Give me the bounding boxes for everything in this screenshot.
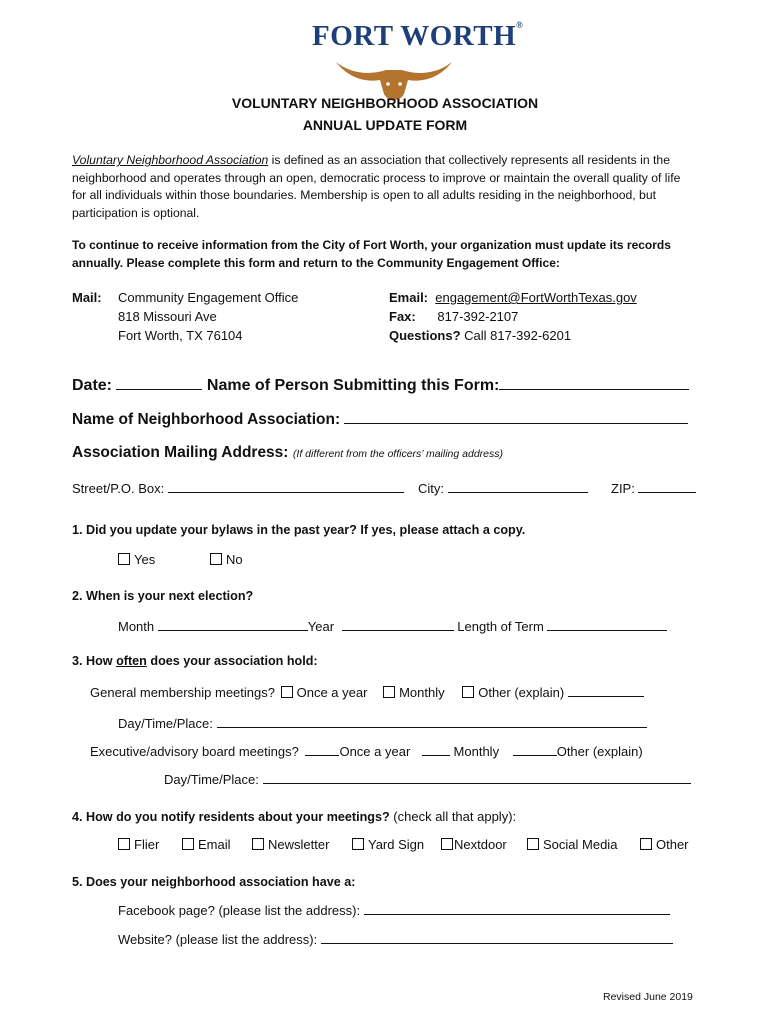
q3-general-row	[90, 684, 644, 700]
city-field[interactable]	[448, 480, 588, 493]
q4-option-newsletter[interactable]	[252, 837, 329, 852]
q3-general-label: General membership meetings?	[90, 685, 275, 700]
city-row	[418, 480, 588, 496]
q3-exec-once-label: Once a year	[339, 744, 411, 759]
q5-facebook-label: Facebook page? (please list the address):	[118, 903, 361, 918]
q4-question: 4. How do you notify residents about your meetings?	[72, 810, 390, 824]
q3-exec-label: Executive/advisory board meetings?	[90, 744, 299, 759]
q1-yes-label: Yes	[134, 552, 156, 567]
q2-year-field[interactable]	[342, 618, 454, 631]
fax-label: Fax:	[389, 309, 416, 324]
questions-value: Call 817-392-6201	[460, 328, 572, 343]
instructions	[72, 237, 722, 272]
q2-year-label: Year	[307, 619, 335, 634]
mail-line-3: Fort Worth, TX 76104	[118, 328, 243, 343]
q3-exec-once-field[interactable]	[305, 743, 339, 756]
zip-field[interactable]	[638, 480, 696, 493]
q5-website-label: Website? (please list the address):	[118, 932, 318, 947]
q3-dtp-label: Day/Time/Place:	[118, 716, 213, 731]
zip-row	[611, 480, 696, 496]
q3-question-pre: 3. How	[72, 654, 117, 668]
q4-option-label: Yard Sign	[368, 837, 425, 852]
definition-term: Voluntary Neighborhood Association	[72, 153, 269, 167]
mailing-address-note: (If different from the officers’ mailing address)	[292, 448, 504, 460]
q1-yes-option[interactable]	[118, 552, 155, 567]
city-label: City:	[418, 481, 444, 496]
q2-fields-row	[118, 618, 667, 634]
q4-note: (check all that apply):	[389, 809, 517, 824]
q3-once-label: Once a year	[296, 685, 368, 700]
mail-line-2: 818 Missouri Ave	[118, 309, 217, 324]
submitter-label: Name of Person Submitting this Form:	[206, 377, 500, 394]
date-label: Date:	[72, 377, 117, 394]
email-link[interactable]: engagement@FortWorthTexas.gov	[435, 290, 637, 305]
checkbox-icon[interactable]	[182, 838, 194, 850]
association-name-label: Name of Neighborhood Association:	[72, 411, 341, 428]
q2-term-field[interactable]	[547, 618, 667, 631]
mail-address	[118, 288, 298, 345]
q5-facebook-field[interactable]	[364, 902, 670, 915]
q4-option-label: Social Media	[543, 837, 618, 852]
logo-text: FORT WORTH	[312, 20, 517, 52]
street-field[interactable]	[168, 480, 404, 493]
questions-label: Questions?	[389, 328, 461, 343]
mailing-address-label: Association Mailing Address:	[72, 444, 289, 461]
q3-exec-dtp-row	[164, 771, 691, 787]
q4-option-label: Other	[656, 837, 689, 852]
q4-question-row	[72, 808, 516, 826]
instructions-line2: annually. Please complete this form and return to the Community Engagement Office:	[72, 255, 560, 270]
q2-term-label: Length of Term	[457, 619, 544, 634]
street-row	[72, 480, 404, 496]
checkbox-icon[interactable]	[640, 838, 652, 850]
q4-option-other[interactable]	[640, 837, 689, 852]
q4-option-nextdoor[interactable]	[441, 837, 507, 852]
definition-line1: is defined as an association that collectively represents all residents in the	[268, 153, 670, 167]
q3-exec-dtp-label: Day/Time/Place:	[164, 772, 259, 787]
fort-worth-logo	[312, 20, 524, 90]
q3-other-field[interactable]	[568, 684, 644, 697]
mail-label: Mail:	[72, 290, 102, 305]
q4-option-label: Newsletter	[268, 837, 330, 852]
checkbox-icon[interactable]	[462, 686, 474, 698]
q3-exec-other-field[interactable]	[513, 743, 557, 756]
q3-general-dtp-row	[118, 715, 647, 731]
date-submitter-row	[72, 377, 689, 395]
checkbox-icon[interactable]	[281, 686, 293, 698]
q3-exec-monthly-label: Monthly	[453, 744, 500, 759]
q5-website-field[interactable]	[321, 931, 673, 944]
zip-label: ZIP:	[611, 481, 635, 496]
checkbox-icon[interactable]	[252, 838, 264, 850]
contact-right	[389, 288, 637, 345]
q5-facebook-row	[118, 902, 670, 918]
association-name-row	[72, 411, 688, 429]
registered-mark: ®	[516, 20, 524, 30]
instructions-line1: To continue to receive information from the City of Fort Worth, your organization must update its records	[72, 238, 671, 252]
q2-month-field[interactable]	[158, 618, 308, 631]
q2-question: 2. When is your next election?	[72, 589, 254, 603]
q3-exec-monthly-field[interactable]	[422, 743, 450, 756]
checkbox-icon[interactable]	[383, 686, 395, 698]
q4-option-flier[interactable]	[118, 837, 159, 852]
q2-month-label: Month	[118, 619, 155, 634]
q5-question: 5. Does your neighborhood association have a:	[72, 875, 356, 889]
q3-general-dtp-field[interactable]	[217, 715, 647, 728]
form-title-line1: VOLUNTARY NEIGHBORHOOD ASSOCIATION	[231, 95, 539, 111]
q1-no-label: No	[226, 552, 243, 567]
q3-monthly-label: Monthly	[399, 685, 445, 700]
q4-option-label: Email	[198, 837, 231, 852]
form-title-line2: ANNUAL UPDATE FORM	[302, 117, 468, 133]
q3-exec-dtp-field[interactable]	[263, 771, 691, 784]
definition-line2: neighborhood and operates through an open, democratic process to improve or maintain the overall quality of life	[72, 170, 681, 185]
q4-option-social-media[interactable]	[527, 837, 617, 852]
mail-block	[72, 288, 102, 307]
q4-option-label: Flier	[134, 837, 160, 852]
checkbox-icon[interactable]	[118, 838, 130, 850]
q3-exec-other-label: Other (explain)	[556, 744, 643, 759]
definition-line3: for all individuals within those boundaries. Membership is open to all adults residing in the neighborhood, but	[72, 188, 657, 202]
q3-other-label: Other (explain)	[478, 685, 565, 700]
checkbox-icon[interactable]	[352, 838, 364, 850]
q1-no-option[interactable]	[210, 552, 243, 567]
q5-website-row	[118, 931, 673, 947]
date-field[interactable]	[116, 377, 202, 390]
q3-exec-row	[90, 743, 643, 759]
checkbox-icon[interactable]	[441, 838, 453, 850]
checkbox-icon[interactable]	[118, 553, 130, 565]
revised-date: Revised June 2019	[603, 991, 693, 1003]
q3-question	[72, 654, 318, 668]
logo-wordmark	[312, 20, 523, 53]
checkbox-icon[interactable]	[527, 838, 539, 850]
q3-question-often: often	[116, 654, 147, 668]
submitter-field[interactable]	[499, 377, 689, 390]
mailing-address-row	[72, 444, 503, 462]
definition-paragraph	[72, 152, 732, 222]
q1-question: 1. Did you update your bylaws in the past year? If yes, please attach a copy.	[72, 523, 526, 537]
association-name-field[interactable]	[344, 411, 688, 424]
street-label: Street/P.O. Box:	[72, 481, 165, 496]
definition-line4: participation is optional.	[72, 205, 200, 220]
checkbox-icon[interactable]	[210, 553, 222, 565]
mail-line-1: Community Engagement Office	[118, 290, 299, 305]
q4-option-email[interactable]	[182, 837, 231, 852]
fax-value: 817-392-2107	[437, 309, 519, 324]
q4-option-yard-sign[interactable]	[352, 837, 424, 852]
email-label: Email:	[389, 290, 429, 305]
q4-option-label: Nextdoor	[454, 837, 507, 852]
q3-question-post: does your association hold:	[146, 654, 318, 668]
